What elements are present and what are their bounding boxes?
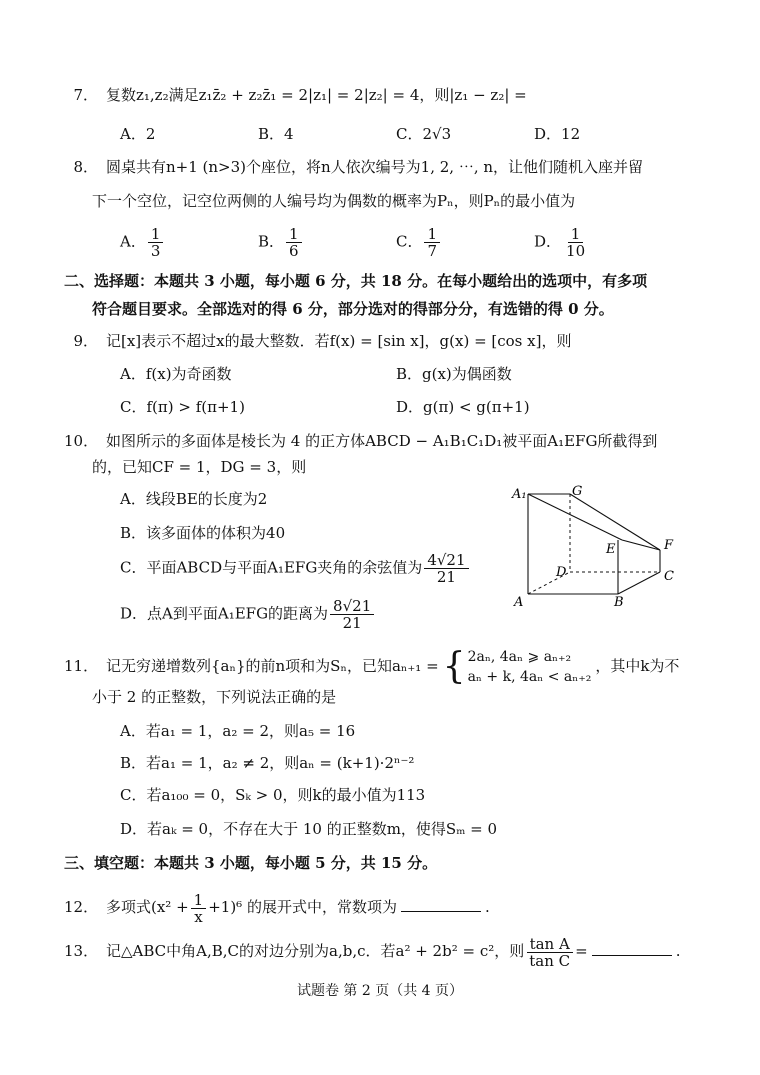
option-c: C．若a₁₀₀ = 0，Sₖ > 0，则k的最小值为113 — [120, 786, 426, 804]
question-number: 9． — [73, 332, 98, 350]
label-e: E — [606, 542, 616, 557]
label-f: F — [664, 538, 674, 553]
question-7 — [64, 84, 527, 106]
question-text: 记[x]表示不超过x的最大整数．若f(x) = [sin x]，g(x) = [cos x]，则 — [106, 332, 572, 350]
option-a: A．f(x)为奇函数 — [120, 365, 232, 383]
option-c: C．平面ABCD与平面A₁EFG夹角的余弦值为 $\frac{4√21}{21}$ — [120, 552, 471, 585]
question-13: 13． 记△ABC中角A,B,C的对边分别为a,b,c．若a² + 2b² = c²，则 $\frac{\text{tan A}}{\text{tan C}}$ = . — [64, 932, 681, 970]
option-a: A．2 — [120, 125, 156, 143]
piecewise-definition: { 2aₙ, 4aₙ ⩾ aₙ₊₂ aₙ + k, 4aₙ < aₙ₊₂ — [442, 646, 592, 687]
label-a1: A₁ — [512, 487, 527, 502]
page-footer: 试题卷 第 2 页（共 4 页） — [296, 983, 464, 999]
option-d: D．若aₖ = 0，不存在大于 10 的正整数m，使得Sₘ = 0 — [120, 820, 498, 838]
option-d: D．12 — [534, 125, 581, 143]
question-text: 圆桌共有n+1 (n>3)个座位，将n人依次编号为1, 2, ⋯, n，让他们随机入座并留 — [106, 158, 644, 176]
section-2-header-cont: 符合题目要求。全部选对的得 6 分，部分选对的得部分分，有选错的得 0 分。 — [92, 300, 614, 318]
label-c: C — [664, 569, 674, 584]
section-3-header: 三、填空题：本题共 3 小题，每小题 5 分，共 15 分。 — [64, 854, 438, 872]
option-b: B． $\frac{1}{6}$ — [258, 226, 304, 259]
option-d: D．点A到平面A₁EFG的距离为 $\frac{8√21}{21}$ — [120, 598, 376, 631]
label-d: D — [556, 565, 567, 580]
label-a: A — [514, 595, 524, 610]
question-number: 10． — [64, 432, 99, 450]
question-number: 13． — [64, 942, 99, 960]
option-b: B．该多面体的体积为40 — [120, 524, 286, 542]
question-number: 8． — [73, 158, 98, 176]
question-number: 11． — [64, 657, 99, 675]
answer-blank[interactable] — [592, 939, 672, 956]
label-b: B — [614, 595, 624, 610]
option-b: B．若a₁ = 1，a₂ ≠ 2，则aₙ = (k+1)·2ⁿ⁻² — [120, 754, 415, 772]
question-11: 11． 记无穷递增数列{aₙ}的前n项和为Sₙ，已知aₙ₊₁ = { 2aₙ, 4aₙ ⩾ aₙ₊₂ aₙ + k, 4aₙ < aₙ₊₂ ，其中k为不 — [64, 646, 680, 687]
question-8 — [64, 156, 643, 178]
option-a: A． $\frac{1}{3}$ — [120, 226, 165, 259]
answer-blank[interactable] — [401, 895, 481, 912]
option-c: C． $\frac{1}{7}$ — [396, 226, 442, 259]
option-d: D．g(π) < g(π+1) — [396, 398, 530, 416]
question-text: 如图所示的多面体是棱长为 4 的正方体ABCD − A₁B₁C₁D₁被平面A₁EFG所截得到 — [106, 432, 658, 450]
question-text-cont: 的，已知CF = 1，DG = 3，则 — [92, 458, 307, 476]
question-10 — [64, 430, 657, 452]
question-12: 12． 多项式(x² + $\frac{1}{x}$ +1)⁶ 的展开式中，常数项为 . — [64, 888, 490, 926]
option-c: C．f(π) > f(π+1) — [120, 398, 245, 416]
option-a: A．线段BE的长度为2 — [120, 490, 268, 508]
option-c: C．2√3 — [396, 125, 452, 143]
question-text-cont: 小于 2 的正整数，下列说法正确的是 — [92, 688, 337, 706]
option-d: D． $\frac{1}{10}$ — [534, 225, 586, 260]
question-text: 记无穷递增数列{aₙ}的前n项和为Sₙ，已知aₙ₊₁ = — [106, 657, 439, 675]
option-b: B．g(x)为偶函数 — [396, 365, 512, 383]
section-2-header: 二、选择题：本题共 3 小题，每小题 6 分，共 18 分。在每小题给出的选项中，有多项 — [64, 272, 648, 290]
option-a: A．若a₁ = 1，a₂ = 2，则a₅ = 16 — [120, 722, 356, 740]
label-g: G — [572, 484, 583, 499]
question-number: 12． — [64, 898, 99, 916]
question-number: 7． — [73, 86, 98, 104]
question-text: 复数z₁,z₂满足z₁z̄₂ + z₂z̄₁ = 2|z₁| = 2|z₂| = 4，则|z₁ − z₂| = — [106, 86, 527, 104]
option-b: B．4 — [258, 125, 294, 143]
question-9 — [64, 330, 571, 352]
polyhedron-figure — [500, 482, 690, 612]
question-text-cont: 下一个空位，记空位两侧的人编号均为偶数的概率为Pₙ，则Pₙ的最小值为 — [92, 192, 576, 210]
